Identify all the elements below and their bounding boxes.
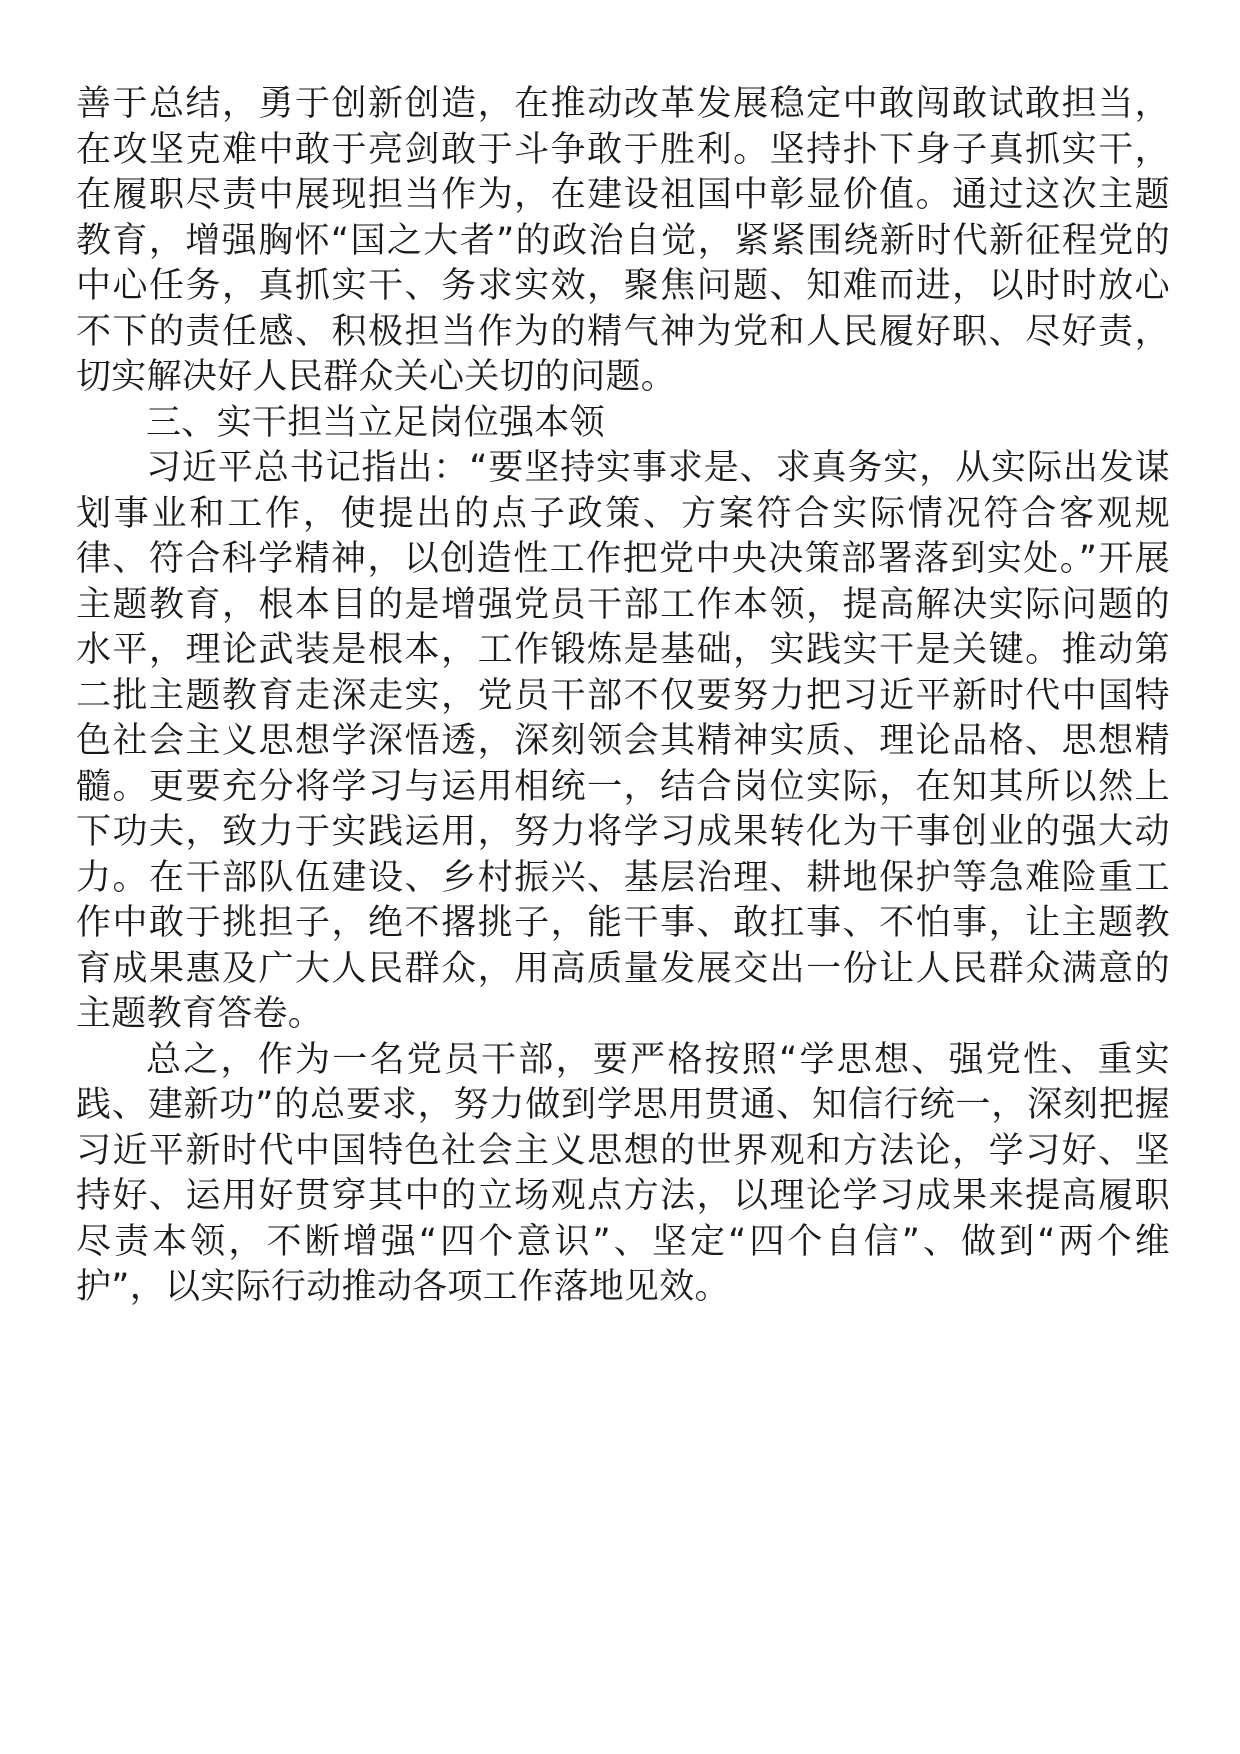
document-body	[76, 82, 1170, 1311]
section-heading: 三、实干担当立足岗位强本领	[146, 402, 605, 443]
body-paragraph: 善于总结，勇于创新创造，在推动改革发展稳定中敢闯敢试敢担当，在攻坚克难中敢于亮剑敢于斗争敢于胜利。坚持扑下身子真抓实干，在履职尽责中展现担当作为，在建设祖国中彰显价值。通过这次主题教育，增强胸怀“国之大者”的政治自觉，紧紧围绕新时代新征程党的中心任务，真抓实干、务求实效，聚焦问题、知难而进，以时时放心不下的责任感、积极担当作为的精气神为党和人民履好职、尽好责，切实解决好人民群众关心关切的问题。	[76, 84, 1170, 397]
body-paragraph: 习近平总书记指出：“要坚持实事求是、求真务实，从实际出发谋划事业和工作，使提出的点子政策、方案符合实际情况符合客观规律、符合科学精神，以创造性工作把党中央决策部署落到实处。”开展主题教育，根本目的是增强党员干部工作本领，提高解决实际问题的水平，理论武装是根本，工作锻炼是基础，实践实干是关键。推动第二批主题教育走深走实，党员干部不仅要努力把习近平新时代中国特色社会主义思想学深悟透，深刻领会其精神实质、理论品格、思想精髓。更要充分将学习与运用相统一，结合岗位实际，在知其所以然上下功夫，致力于实践运用，努力将学习成果转化为干事创业的强大动力。在干部队伍建设、乡村振兴、基层治理、耕地保护等急难险重工作中敢于挑担子，绝不撂挑子，能干事、敢扛事、不怕事，让主题教育成果惠及广大人民群众，用高质量发展交出一份让人民群众满意的主题教育答卷。	[76, 448, 1170, 1034]
body-paragraph: 总之，作为一名党员干部，要严格按照“学思想、强党性、重实践、建新功”的总要求，努力做到学思用贯通、知信行统一，深刻把握习近平新时代中国特色社会主义思想的世界观和方法论，学习好、坚持好、运用好贯穿其中的立场观点方法，以理论学习成果来提高履职尽责本领，不断增强“四个意识”、坚定“四个自信”、做到“两个维护”，以实际行动推动各项工作落地见效。	[76, 1039, 1170, 1307]
